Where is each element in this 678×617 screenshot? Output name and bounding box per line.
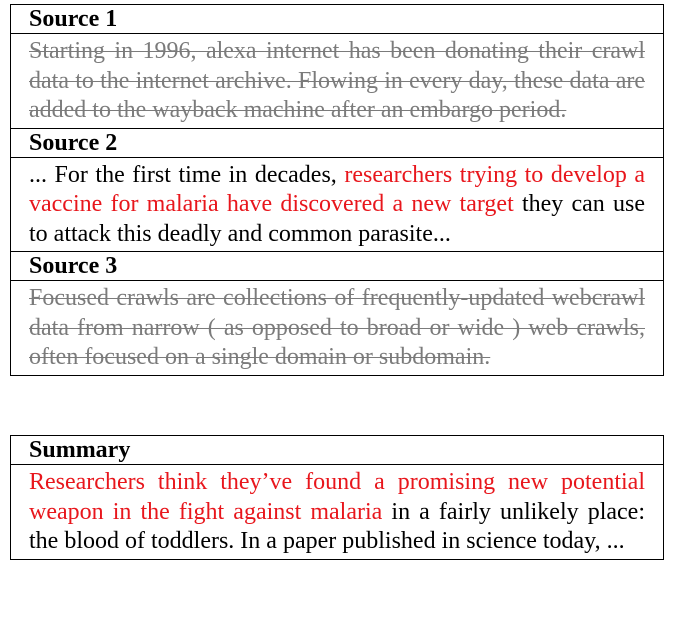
source-3-text: Focused crawls are collections of frequently-updated webcrawl data from narrow ( as opposed to broad or wide ) web crawls, often focused on a single domain or subdomain. — [29, 285, 645, 370]
summary-highlighted-text: Researchers think they’ve found a promising new potential weapon in the fight against malaria — [29, 469, 645, 525]
source-3-header: Source 3 — [11, 252, 663, 281]
source-2-text-before: ... For the first time in decades, — [29, 161, 345, 188]
source-2-body — [11, 158, 663, 253]
source-3-body — [11, 281, 663, 375]
source-2-text-after: they can use to attack this deadly and common parasite... — [29, 191, 646, 247]
source-2-header: Source 2 — [11, 129, 663, 158]
source-1-text: Starting in 1996, alexa internet has been donating their crawl data to the internet archive. Flowing in every day, these data are added to the wayback machine after an embargo period. — [29, 38, 645, 123]
source-1-body — [11, 34, 663, 129]
summary-table — [10, 435, 664, 560]
summary-header: Summary — [11, 436, 663, 465]
source-1-header: Source 1 — [11, 5, 663, 34]
sources-table — [10, 4, 664, 376]
summary-text-after: in a fairly unlikely place: the blood of toddlers. In a paper published in science today, ... — [29, 498, 645, 554]
source-2-highlighted-text: researchers trying to develop a vaccine for malaria have discovered a new target — [29, 161, 645, 217]
summary-body — [11, 465, 663, 559]
